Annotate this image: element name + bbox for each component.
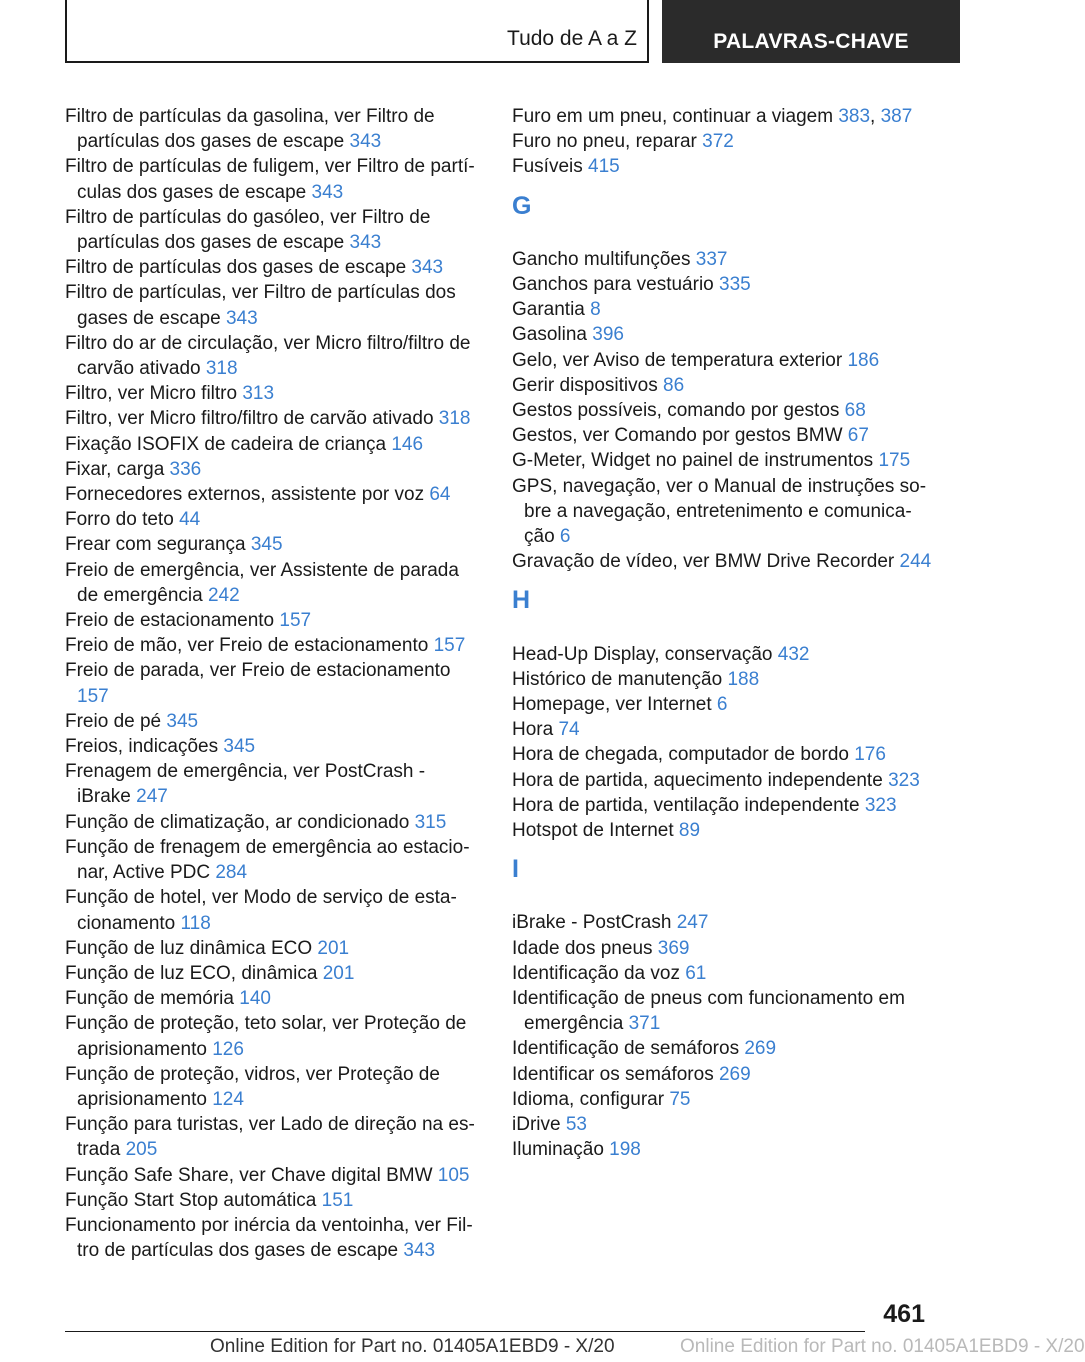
index-entry-term: Frenagem de emergência, ver PostCrash - iBrake	[65, 761, 426, 808]
page-reference-link[interactable]: 118	[180, 912, 211, 934]
index-entry-term: Identificação de pneus com funcionamento em emergência	[512, 988, 905, 1035]
index-entry	[65, 1062, 480, 1112]
index-entry	[512, 448, 932, 473]
page-reference-link[interactable]: 61	[685, 962, 707, 984]
page-reference-link[interactable]: 343	[403, 1240, 436, 1262]
index-entry-term: Gasolina	[512, 324, 587, 346]
page-reference-link[interactable]: 269	[718, 1063, 751, 1085]
index-entry	[512, 398, 932, 423]
index-entry	[65, 608, 480, 633]
index-entry-term: Forro do teto	[65, 509, 174, 531]
page-reference-link[interactable]: 335	[719, 274, 751, 295]
index-entry-term: Identificar os semáforos	[512, 1063, 714, 1085]
index-entry-term: Filtro, ver Micro filtro	[65, 383, 238, 405]
page-reference-link[interactable]: 323	[888, 769, 920, 791]
page-reference-link[interactable]: 387	[880, 106, 913, 127]
index-entry-term: Gravação de vídeo, ver BMW Drive Recorder	[512, 551, 895, 573]
index-entry-term: Hora de partida, ventilação independente	[512, 794, 860, 816]
page-reference-link[interactable]: 336	[169, 458, 202, 480]
index-entry	[512, 474, 932, 550]
index-entry	[65, 331, 480, 381]
page-reference-link[interactable]: 157	[77, 685, 109, 707]
index-entry-term: Identificação de semáforos	[512, 1038, 740, 1060]
index-entry	[512, 272, 932, 297]
index-entry-term: Função de proteção, vidros, ver Proteção de aprisionamento	[65, 1063, 440, 1110]
page-reference-link[interactable]: 269	[744, 1038, 777, 1060]
footer-edition-text: Online Edition for Part no. 01405A1EBD9 - X/20	[210, 1336, 615, 1357]
index-entry-term: Filtro de partículas da gasolina, ver Filtro de partículas dos gases de escape	[65, 106, 435, 153]
index-column-right	[512, 104, 932, 1162]
page-reference-link[interactable]: 284	[215, 862, 248, 884]
index-entry	[65, 986, 480, 1011]
index-entry	[65, 936, 480, 961]
index-entry	[512, 793, 932, 818]
index-entry-term: Freios, indicações	[65, 736, 219, 758]
index-entry	[65, 406, 480, 431]
page-reference-link[interactable]: 188	[727, 668, 760, 690]
index-entry-term: Funcionamento por inércia da ventoinha, ver Filtro de partículas dos gases de escape	[65, 1214, 473, 1262]
index-entry-term: Identificação da voz	[512, 962, 680, 984]
index-entry	[65, 532, 480, 557]
index-entry-term: Idade dos pneus	[512, 937, 653, 959]
index-entry-term: Gerir dispositivos	[512, 374, 658, 396]
footer-divider	[65, 1331, 865, 1332]
header-section-title: Tudo de A a Z	[507, 27, 637, 50]
page-reference-link[interactable]: 74	[558, 719, 580, 741]
page-reference-link[interactable]: 68	[844, 400, 866, 422]
index-entry	[512, 936, 932, 961]
index-entry-term: Freio de pé	[65, 710, 162, 732]
page-reference-link[interactable]: 89	[678, 820, 701, 842]
page-reference-link[interactable]: 146	[391, 433, 424, 455]
page-reference-link[interactable]: 372	[702, 131, 734, 153]
index-entry	[65, 280, 480, 330]
page-reference-link[interactable]: 201	[317, 937, 350, 959]
index-entry-term: Função Safe Share, ver Chave digital BMW	[65, 1164, 433, 1186]
index-entry-term: Filtro de partículas de fuligem, ver Filtro de partículas dos gases de escape	[65, 156, 475, 203]
index-entry	[65, 658, 480, 708]
index-entry-term: Freio de mão, ver Freio de estacionamento	[65, 635, 429, 657]
index-entry	[65, 381, 480, 406]
page-reference-link[interactable]: 396	[592, 324, 624, 346]
index-entry-term: Fixação ISOFIX de cadeira de criança	[65, 433, 387, 455]
index-entry	[65, 1163, 480, 1188]
index-entry-term: Filtro do ar de circulação, ver Micro filtro/filtro de carvão ativado	[65, 332, 471, 380]
page-reference-link[interactable]: 186	[847, 349, 880, 371]
page-reference-link[interactable]: 369	[657, 937, 690, 959]
page-reference-link[interactable]: 313	[242, 383, 275, 405]
index-letter-heading: I	[512, 855, 519, 884]
index-entry	[65, 1188, 480, 1213]
page-reference-link[interactable]: 343	[411, 257, 444, 279]
index-entry	[512, 423, 932, 448]
index-entry	[65, 709, 480, 734]
page-reference-link[interactable]: 176	[854, 744, 886, 766]
index-entry	[65, 1011, 480, 1061]
index-entry	[512, 1087, 932, 1112]
index-letter-heading: H	[512, 586, 531, 615]
page-reference-link[interactable]: 343	[311, 181, 344, 203]
index-entry	[512, 667, 932, 692]
index-entry	[512, 818, 932, 843]
page-reference-link[interactable]: 75	[669, 1088, 691, 1110]
index-entry-term: Hora	[512, 719, 554, 741]
index-entry-term: GPS, navegação, ver o Manual de instruções sobre a navegação, entretenimento e comunicação	[512, 475, 927, 548]
index-entry-term: Função de hotel, ver Modo de serviço de estacionamento	[65, 887, 457, 934]
index-entry	[65, 885, 480, 935]
index-entry-term: Hora de partida, aquecimento independente	[512, 769, 883, 791]
page-reference-link[interactable]: 247	[136, 786, 168, 808]
index-entry	[65, 558, 480, 608]
page-reference-link[interactable]: 124	[212, 1088, 244, 1110]
index-entry	[65, 633, 480, 658]
page-reference-link[interactable]: 8	[590, 299, 601, 321]
page-reference-link[interactable]: 198	[609, 1139, 641, 1161]
index-entry	[65, 810, 480, 835]
index-entry	[65, 961, 480, 986]
index-entry	[512, 1137, 932, 1162]
page-reference-link[interactable]: 371	[628, 1013, 661, 1035]
page-reference-link[interactable]: 343	[349, 232, 382, 254]
index-entry	[65, 154, 480, 204]
index-entry-term: Gelo, ver Aviso de temperatura exterior	[512, 349, 843, 371]
index-entry-term: Frear com segurança	[65, 534, 246, 556]
page-reference-link[interactable]: 201	[322, 962, 355, 984]
index-entry	[512, 910, 932, 935]
index-entry	[65, 432, 480, 457]
page-reference-link[interactable]: 151	[321, 1189, 354, 1211]
page-reference-link[interactable]: 157	[279, 610, 312, 632]
index-entry	[512, 129, 932, 154]
index-entry	[512, 1112, 932, 1137]
index-entry-term: Filtro de partículas dos gases de escape	[65, 257, 407, 279]
index-entry-term: Fornecedores externos, assistente por voz	[65, 484, 425, 506]
index-entry-term: iBrake - PostCrash	[512, 912, 672, 934]
index-entry	[512, 322, 932, 347]
index-entry	[65, 255, 480, 280]
index-entry-term: Função de climatização, ar condicionado	[65, 811, 410, 833]
index-entry-term: Garantia	[512, 299, 585, 321]
index-letter-heading: G	[512, 191, 532, 220]
page-reference-link[interactable]: 205	[125, 1139, 158, 1161]
index-entry-term: G-Meter, Widget no painel de instrumentos	[512, 450, 874, 472]
footer-watermark: Online Edition for Part no. 01405A1EBD9 - X/20	[680, 1336, 1085, 1357]
index-entry	[512, 1036, 932, 1061]
page-reference-link[interactable]: 343	[349, 131, 382, 153]
page-reference-link[interactable]: 67	[847, 425, 869, 447]
index-entry	[512, 247, 932, 272]
index-entry-term: Fixar, carga	[65, 458, 165, 480]
index-entry-term: Função de luz dinâmica ECO	[65, 937, 313, 959]
page-reference-link[interactable]: 242	[207, 584, 240, 606]
page-reference-link[interactable]: 53	[565, 1114, 587, 1136]
index-entry	[65, 104, 480, 154]
page-reference-link[interactable]: 44	[179, 509, 201, 531]
index-entry	[65, 507, 480, 532]
index-entry	[512, 717, 932, 742]
index-entry	[512, 373, 932, 398]
index-entry	[512, 742, 932, 767]
page-reference-link[interactable]: 318	[438, 408, 471, 430]
index-entry	[512, 986, 932, 1036]
index-entry-term: Hotspot de Internet	[512, 820, 674, 842]
page-reference-link[interactable]: 175	[878, 450, 911, 472]
index-entry-term: Função Start Stop automática	[65, 1189, 317, 1211]
index-entry-term: Gancho multifunções	[512, 248, 691, 270]
index-entry-term: Iluminação	[512, 1139, 604, 1161]
page-reference-link[interactable]: 126	[212, 1038, 244, 1060]
index-entry	[65, 457, 480, 482]
index-entry-term: Filtro de partículas, ver Filtro de partículas dos gases de escape	[65, 282, 456, 329]
page-reference-link[interactable]: 323	[864, 794, 897, 816]
index-entry-term: Filtro, ver Micro filtro/filtro de carvão ativado	[65, 408, 434, 430]
page-reference-link[interactable]: 86	[663, 374, 685, 396]
index-entry-term: Gestos possíveis, comando por gestos	[512, 400, 840, 422]
index-entry-term: Idioma, configurar	[512, 1088, 665, 1110]
page-reference-link[interactable]: 318	[205, 358, 238, 380]
page-reference-link[interactable]: 6	[716, 694, 728, 716]
index-entry-term: Função de memória	[65, 988, 234, 1010]
page-reference-link[interactable]: 105	[437, 1164, 470, 1186]
page-reference-link[interactable]: 244	[899, 551, 932, 573]
index-entry	[512, 961, 932, 986]
index-entry	[512, 692, 932, 717]
index-entry	[512, 154, 932, 179]
index-entry-term: Ganchos para vestuário	[512, 274, 714, 295]
index-entry	[65, 835, 480, 885]
header-chapter-tab	[662, 0, 960, 63]
page-reference-link[interactable]: 247	[676, 912, 709, 934]
index-entry	[65, 759, 480, 809]
index-entry-term: Freio de estacionamento	[65, 610, 275, 632]
index-entry-term: Função para turistas, ver Lado de direção na estrada	[65, 1114, 475, 1161]
page-reference-link[interactable]: 415	[588, 156, 620, 178]
index-entry: Furo em um pneu, continuar a viagem 383, 387	[512, 106, 913, 127]
index-entry-term: Freio de emergência, ver Assistente de parada de emergência	[65, 559, 459, 606]
header-chapter-label: PALAVRAS-CHAVE	[713, 30, 909, 53]
page-reference-link[interactable]: 337	[695, 248, 728, 270]
page-number: 461	[883, 1300, 925, 1328]
index-entry	[512, 768, 932, 793]
page-reference-link[interactable]: 157	[433, 635, 466, 657]
index-entry	[512, 297, 932, 322]
page-reference-link[interactable]: 6	[559, 526, 571, 548]
page-reference-link[interactable]: 343	[225, 307, 258, 329]
page-reference-link[interactable]: 345	[223, 736, 256, 758]
index-entry	[512, 348, 932, 373]
index-entry-term: Furo em um pneu, continuar a viagem	[512, 106, 834, 127]
index-entry-term: Função de proteção, teto solar, ver Proteção de aprisionamento	[65, 1013, 467, 1060]
index-entry	[65, 1112, 480, 1162]
page-reference-link[interactable]: 345	[250, 534, 283, 556]
page-reference-link[interactable]: 383	[838, 106, 871, 127]
index-entry-term: Fusíveis	[512, 156, 583, 178]
index-entry-term: Head-Up Display, conservação	[512, 643, 773, 665]
page-reference-link[interactable]: 345	[166, 710, 199, 732]
index-column-left	[65, 104, 480, 1263]
index-entry	[65, 482, 480, 507]
index-entry-term: Filtro de partículas do gasóleo, ver Filtro de partículas dos gases de escape	[65, 206, 431, 254]
index-entry	[512, 642, 932, 667]
index-entry-term: Histórico de manutenção	[512, 668, 723, 690]
index-entry	[512, 549, 932, 574]
page-reference-link[interactable]: 140	[239, 988, 271, 1010]
index-entry-term: Hora de chegada, computador de bordo	[512, 744, 849, 766]
index-entry-term: Freio de parada, ver Freio de estacionamento	[65, 660, 451, 682]
index-entry	[512, 1062, 932, 1087]
index-entry	[65, 205, 480, 255]
index-entry-term: Função de luz ECO, dinâmica	[65, 962, 318, 984]
index-entry-term: iDrive	[512, 1114, 561, 1136]
index-entry	[65, 1213, 480, 1263]
page-reference-link[interactable]: 64	[429, 484, 451, 506]
index-entry-term: Furo no pneu, reparar	[512, 131, 697, 153]
page-reference-link[interactable]: 315	[414, 811, 447, 833]
index-entry-term: Gestos, ver Comando por gestos BMW	[512, 425, 843, 447]
page-reference-link[interactable]: 432	[777, 643, 810, 665]
index-entry	[65, 734, 480, 759]
index-entry-term: Homepage, ver Internet	[512, 694, 712, 716]
index-entry-term: Função de frenagem de emergência ao estacionar, Active PDC	[65, 836, 470, 884]
